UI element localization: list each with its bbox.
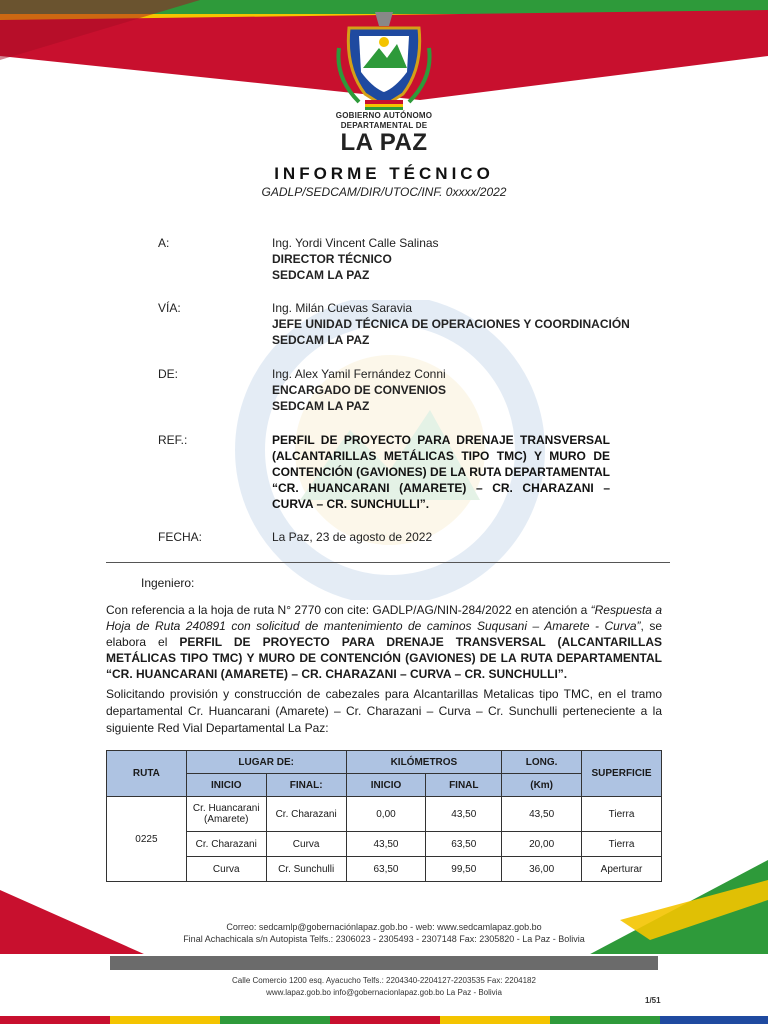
- page-number: 1/51: [645, 996, 661, 1005]
- header-ruta: RUTA: [107, 751, 187, 797]
- header-lugar: LUGAR DE:: [186, 751, 346, 774]
- cell-km-final: 99,50: [426, 857, 502, 882]
- footer-line-3: Calle Comercio 1200 esq. Ayacucho Telfs.: 2204340-2204127-2203535 Fax: 2204182: [232, 976, 536, 985]
- header-km: KILÓMETROS: [346, 751, 502, 774]
- table-row: [107, 797, 662, 832]
- cell-km-inicio: 63,50: [346, 857, 426, 882]
- document-title: INFORME TÉCNICO: [274, 164, 494, 183]
- cell-km-inicio: 0,00: [346, 797, 426, 832]
- field-de-value: [272, 366, 446, 414]
- field-de-role: ENCARGADO DE CONVENIOS: [272, 383, 447, 397]
- footer-line-2: Final Achachicala s/n Autopista Telfs.: 2306023 - 2305493 - 2307148 Fax: 2305820 - La Paz - Bolivia: [183, 934, 585, 944]
- field-label-de: DE:: [158, 367, 179, 381]
- field-label-ref: REF.:: [158, 433, 188, 447]
- p1-bold: PERFIL DE PROYECTO PARA DRENAJE TRANSVERSAL (ALCANTARILLAS METÁLICAS TIPO TMC) Y MURO DE CONTENCIÓN (GAVIONES) DE LA RUTA DEPARTAMENTAL “CR. HUANCARANI (AMARETE) – CR. CHARAZANI – CURVA – CR. SUNCHULLI”.: [106, 635, 662, 681]
- cell-long: 36,00: [502, 857, 582, 882]
- header-superficie: SUPERFICIE: [582, 751, 662, 797]
- field-a-role: DIRECTOR TÉCNICO: [272, 252, 392, 266]
- p1-start: Con referencia a la hoja de ruta N° 2770 con cite: GADLP/AG/NIN-284/2022 en atención a: [106, 603, 591, 617]
- logo-line-3: LA PAZ: [340, 129, 428, 156]
- cell-final: Curva: [266, 832, 346, 857]
- header-final: FINAL:: [266, 774, 346, 797]
- field-via-org: SEDCAM LA PAZ: [272, 333, 370, 347]
- p1-italic: “Respuesta a Hoja de Ruta 240891 con solicitud de mantenimiento de caminos Suqusani – Amarete - Curva”: [106, 603, 662, 633]
- table-subheader-row: [107, 774, 662, 797]
- cell-superficie: Tierra: [582, 797, 662, 832]
- cell-km-final: 63,50: [426, 832, 502, 857]
- field-a-org: SEDCAM LA PAZ: [272, 268, 370, 282]
- cell-inicio: Curva: [186, 857, 266, 882]
- field-de-org: SEDCAM LA PAZ: [272, 399, 370, 413]
- cell-final: Cr. Charazani: [266, 797, 346, 832]
- government-shield-logo: [335, 8, 433, 110]
- table-row: [107, 832, 662, 857]
- p1-mid: , se elabora el: [106, 619, 663, 649]
- field-via-value: [272, 300, 630, 348]
- greeting: Ingeniero:: [141, 576, 195, 590]
- separator-line: [106, 562, 670, 563]
- document-code: GADLP/SEDCAM/DIR/UTOC/INF. 0xxxx/2022: [261, 185, 507, 199]
- field-ref-text: PERFIL DE PROYECTO PARA DRENAJE TRANSVERSAL (ALCANTARILLAS METÁLICAS TIPO TMC) Y MURO DE CONTENCIÓN (GAVIONES) DE LA RUTA DEPARTAMENTAL “CR. HUANCARANI (AMARETE) – CR. CHARAZANI – CURVA – CR. SUNCHULLI”.: [272, 433, 610, 511]
- field-fecha-value: La Paz, 23 de agosto de 2022: [272, 530, 433, 544]
- header-long-unit: (Km): [502, 774, 582, 797]
- table-header-row: [107, 751, 662, 774]
- logo-line-1: GOBIERNO AUTÓNOMO: [335, 111, 433, 120]
- header-km-inicio: INICIO: [346, 774, 426, 797]
- cell-km-inicio: 43,50: [346, 832, 426, 857]
- cell-ruta: 0225: [107, 797, 187, 882]
- field-label-a: A:: [158, 236, 170, 250]
- body-paragraph-2: Solicitando provisión y construcción de cabezales para Alcantarillas Metalicas tipo TMC, en el tramo departamental Cr. Huancarani (Amarete) – Cr. Charazani – Curva – Cr. Sunchulli perteneciente a la siguiente Red Vial Departamental La Paz:: [106, 687, 662, 735]
- header-inicio: INICIO: [186, 774, 266, 797]
- body-paragraph-1: [106, 602, 662, 682]
- header-km-final: FINAL: [426, 774, 502, 797]
- cell-superficie: Aperturar: [582, 857, 662, 882]
- field-label-via: VÍA:: [158, 301, 181, 315]
- cell-superficie: Tierra: [582, 832, 662, 857]
- header-long: LONG.: [502, 751, 582, 774]
- field-via-role: JEFE UNIDAD TÉCNICA DE OPERACIONES Y COORDINACIÓN: [272, 317, 630, 331]
- cell-km-final: 43,50: [426, 797, 502, 832]
- footer-line-1: Correo: sedcamlp@gobernaciónlapaz.gob.bo - web: www.sedcamlapaz.gob.bo: [226, 922, 542, 932]
- logo-line-2: DEPARTAMENTAL DE: [340, 121, 428, 130]
- cell-inicio: Cr. Charazani: [186, 832, 266, 857]
- field-a-name: Ing. Yordi Vincent Calle Salinas: [272, 236, 439, 250]
- cell-final: Cr. Sunchulli: [266, 857, 346, 882]
- field-via-name: Ing. Milán Cuevas Saravia: [272, 301, 413, 315]
- cell-long: 43,50: [502, 797, 582, 832]
- field-de-name: Ing. Alex Yamil Fernández Conni: [272, 367, 446, 381]
- cell-inicio: Cr. Huancarani (Amarete): [186, 797, 266, 832]
- cell-long: 20,00: [502, 832, 582, 857]
- field-label-fecha: FECHA:: [158, 530, 203, 544]
- field-a-value: [272, 235, 439, 283]
- footer-line-4: www.lapaz.gob.bo info@gobernacionlapaz.gob.bo La Paz - Bolivia: [266, 988, 502, 997]
